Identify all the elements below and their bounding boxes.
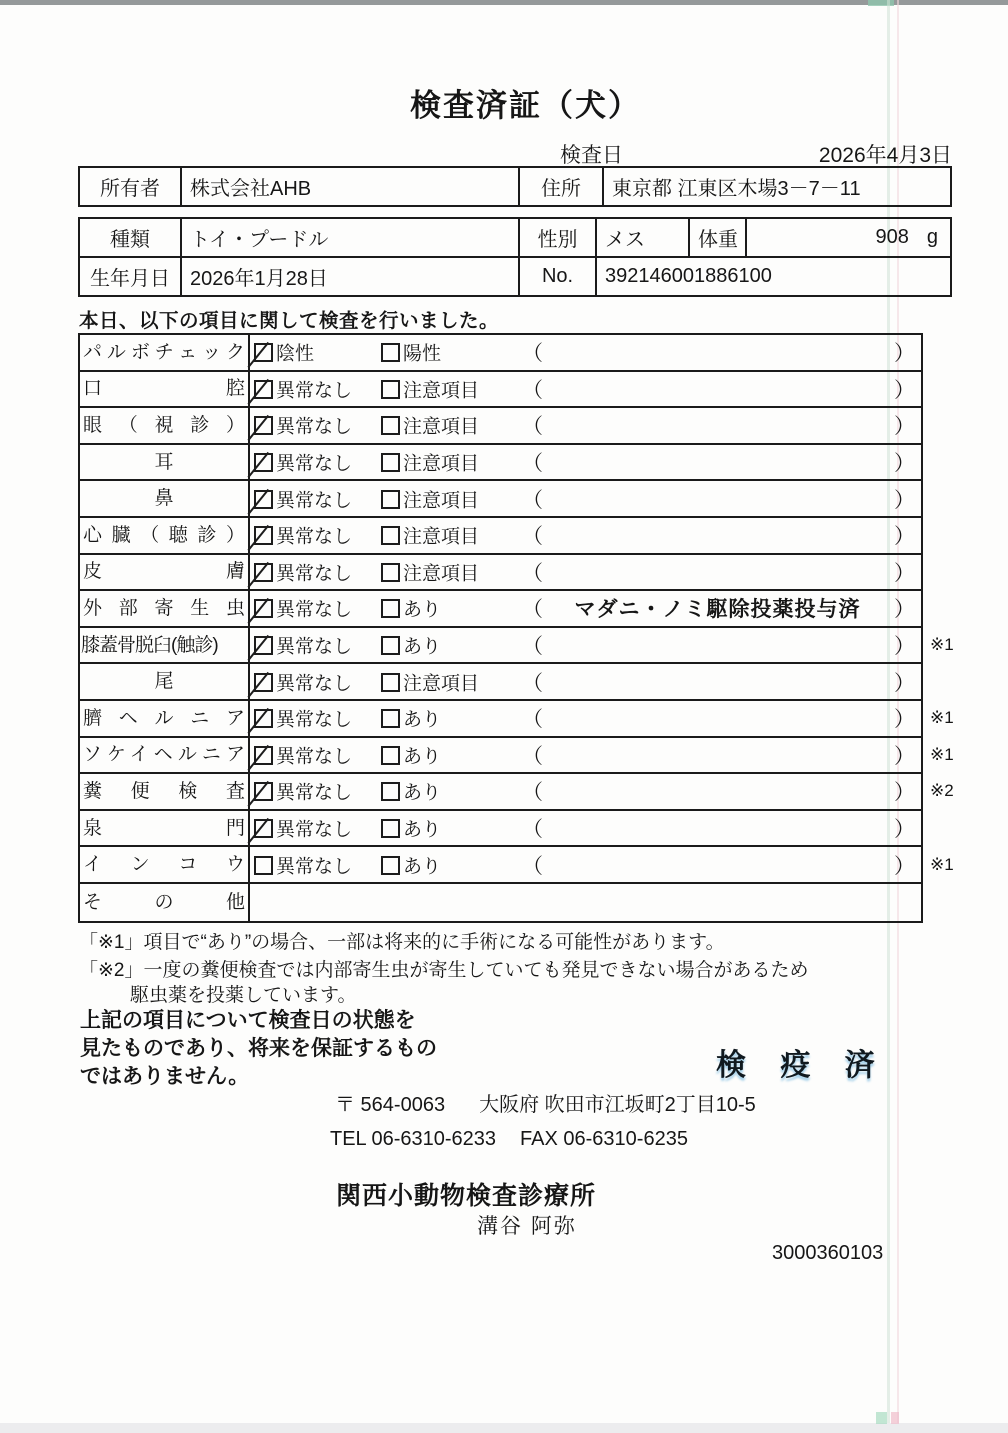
- paren-open: （: [522, 708, 543, 732]
- scan-artifact-bottom-mark-pink: [891, 1412, 899, 1424]
- checkbox-option1-icon: [254, 526, 273, 545]
- option2-label: あり: [403, 599, 442, 621]
- option2-label: あり: [403, 636, 442, 658]
- birth-row: [79, 257, 951, 296]
- disclaimer-line2: 見たものであり、将来を保証するもの: [80, 1037, 437, 1060]
- checkbox-option2-icon: [381, 526, 400, 545]
- clinic-address: 大阪府 吹田市江坂町2丁目10-5: [479, 1094, 756, 1116]
- exam-item-label: 鼻: [154, 488, 174, 510]
- exam-item-label: 口腔: [83, 378, 245, 400]
- paren-open: （: [522, 781, 543, 805]
- option1-label: 異常なし: [276, 563, 353, 585]
- disclaimer-text: [80, 1007, 437, 1091]
- option2-label: 注意項目: [403, 673, 480, 695]
- exam-item-cell: [80, 481, 250, 516]
- exam-row: [80, 664, 921, 701]
- exam-row-content: [250, 481, 921, 516]
- exam-item-cell: [80, 372, 250, 407]
- exam-row: [80, 738, 954, 775]
- exam-row: [80, 811, 921, 848]
- row-note-mark: ※1: [930, 708, 954, 728]
- scan-artifact-bottom-mark-green: [876, 1412, 887, 1424]
- weight-value: 908: [875, 226, 909, 248]
- option1-label: 異常なし: [276, 856, 353, 878]
- option1-label: 異常なし: [276, 746, 353, 768]
- exam-row-content: [250, 445, 921, 480]
- checkbox-option1-icon: [254, 416, 273, 435]
- paren-close: ）: [894, 525, 915, 549]
- paren-close: ）: [894, 708, 915, 732]
- exam-row: [80, 445, 921, 482]
- option1-label: 異常なし: [276, 709, 353, 731]
- option2-label: あり: [403, 746, 442, 768]
- exam-item-cell: [80, 445, 250, 480]
- footnote-2-line1: 「※2」一度の糞便検査では内部寄生虫が寄生していても発見できない場合があるため: [79, 960, 809, 981]
- exam-item-cell: [80, 555, 250, 590]
- exam-item-label: 泉門: [83, 817, 245, 839]
- exam-row-content: [250, 664, 921, 699]
- checkbox-option1-icon: [254, 856, 273, 875]
- paren-open: （: [522, 452, 543, 476]
- clinic-postal-code: 〒 564-0063: [335, 1094, 446, 1116]
- breed-label: 種類: [79, 218, 181, 257]
- checkbox-option1-icon: [254, 563, 273, 582]
- option1-label: 陰性: [276, 343, 315, 365]
- exam-row-content: [250, 884, 921, 921]
- exam-item-label: 臍ヘルニア: [83, 707, 245, 729]
- paren-open: （: [522, 488, 543, 512]
- clinic-name: 関西小動物検査診療所: [336, 1182, 597, 1210]
- exam-row-content: [250, 408, 921, 443]
- inspection-date-value: 2026年4月3日: [818, 144, 952, 167]
- paren-open: （: [522, 342, 543, 366]
- breed-value: トイ・プードル: [181, 218, 519, 257]
- exam-row: [80, 847, 954, 884]
- exam-row-content: [250, 811, 921, 846]
- option1-label: 異常なし: [276, 380, 353, 402]
- checkbox-option1-icon: [254, 782, 273, 801]
- checkbox-option2-icon: [381, 416, 400, 435]
- exam-item-cell: [80, 591, 250, 626]
- checkbox-option2-icon: [381, 856, 400, 875]
- option1-label: 異常なし: [276, 526, 353, 548]
- checkbox-option2-icon: [381, 709, 400, 728]
- checkbox-option2-icon: [381, 746, 400, 765]
- exam-item-cell: [80, 518, 250, 553]
- no-value: 392146001886100: [596, 257, 951, 296]
- checkbox-option1-icon: [254, 746, 273, 765]
- exam-item-cell: [80, 811, 250, 846]
- veterinarian-name: 溝谷 阿弥: [477, 1215, 577, 1238]
- exam-row-content: [250, 774, 954, 809]
- checkbox-option1-icon: [254, 673, 273, 692]
- paren-open: （: [522, 561, 543, 585]
- intro-text: 本日、以下の項目に関して検査を行いました。: [79, 310, 500, 332]
- paren-close: ）: [894, 452, 915, 476]
- paren-close: ）: [894, 598, 915, 622]
- paren-open: （: [522, 671, 543, 695]
- exam-item-label: 糞便検査: [83, 780, 245, 802]
- option1-label: 異常なし: [276, 416, 353, 438]
- paren-close: ）: [894, 342, 915, 366]
- paren-close: ）: [894, 561, 915, 585]
- owner-table: [78, 166, 952, 207]
- exam-item-cell: [80, 847, 250, 882]
- address-value: 東京都 江東区木場3－7－11: [603, 167, 951, 206]
- exam-row: [80, 408, 921, 445]
- checkbox-option1-icon: [254, 636, 273, 655]
- exam-row: [80, 372, 921, 409]
- birth-value: 2026年1月28日: [181, 257, 519, 296]
- option2-label: あり: [403, 782, 442, 804]
- exam-row-content: [250, 847, 954, 882]
- row-note-mark: ※1: [930, 635, 954, 655]
- paren-close: ）: [894, 415, 915, 439]
- checkbox-option2-icon: [381, 782, 400, 801]
- option1-label: 異常なし: [276, 673, 353, 695]
- option2-label: 注意項目: [403, 416, 480, 438]
- exam-item-cell: [80, 884, 250, 921]
- exam-item-label: 心臓（聴診）: [83, 524, 245, 546]
- option2-label: 注意項目: [403, 490, 480, 512]
- row-note-mark: ※1: [930, 744, 954, 764]
- no-label: No.: [519, 257, 596, 296]
- clinic-tel-line: [330, 1128, 688, 1151]
- exam-item-cell: [80, 701, 250, 736]
- exam-item-cell: [80, 738, 250, 773]
- option2-label: 注意項目: [403, 526, 480, 548]
- exam-item-cell: [80, 628, 250, 663]
- owner-row: [79, 167, 951, 206]
- exam-row: [80, 591, 921, 628]
- row-note-mark: ※2: [930, 781, 954, 801]
- paren-content: マダニ・ノミ駆除投薬投与済: [574, 598, 861, 622]
- option1-label: 異常なし: [276, 636, 353, 658]
- footnote-1: 「※1」項目で“あり”の場合、一部は将来的に手術になる可能性があります。: [79, 932, 725, 953]
- owner-value: 株式会社AHB: [181, 167, 519, 206]
- option2-label: 注意項目: [403, 453, 480, 475]
- option2-label: 陽性: [403, 343, 442, 365]
- exam-row: [80, 518, 921, 555]
- disclaimer-line3: ではありません。: [80, 1065, 250, 1088]
- exam-item-label: インコウ: [83, 854, 245, 876]
- exam-item-label: ソケイヘルニア: [83, 744, 245, 766]
- checkbox-option1-icon: [254, 490, 273, 509]
- checkbox-option2-icon: [381, 453, 400, 472]
- paren-open: （: [522, 525, 543, 549]
- exam-row-content: [250, 518, 921, 553]
- exam-row: [80, 884, 921, 921]
- checkbox-option1-icon: [254, 709, 273, 728]
- exam-row-content: [250, 591, 921, 626]
- option2-label: あり: [403, 856, 442, 878]
- exam-item-label: 尾: [154, 671, 174, 693]
- exam-item-label: 耳: [154, 451, 174, 473]
- paren-open: （: [522, 854, 543, 878]
- paren-close: ）: [894, 635, 915, 659]
- checkbox-option2-icon: [381, 490, 400, 509]
- exam-item-label: 外部寄生虫: [83, 597, 245, 619]
- option1-label: 異常なし: [276, 490, 353, 512]
- exam-item-label: パルボチェック: [83, 341, 245, 363]
- breed-row: [79, 218, 951, 257]
- exam-item-cell: [80, 774, 250, 809]
- exam-row-content: [250, 701, 954, 736]
- checkbox-option2-icon: [381, 819, 400, 838]
- paren-close: ）: [894, 781, 915, 805]
- owner-label: 所有者: [79, 167, 181, 206]
- disclaimer-line1: 上記の項目について検査日の状態を: [80, 1009, 416, 1032]
- exam-row-content: [250, 738, 954, 773]
- exam-row: [80, 701, 954, 738]
- clinic-tel: TEL 06-6310-6233: [330, 1128, 497, 1150]
- row-note-mark: ※1: [930, 854, 954, 874]
- exam-item-label: 皮膚: [83, 561, 245, 583]
- exam-row-content: [250, 335, 921, 370]
- exam-item-cell: [80, 408, 250, 443]
- option2-label: 注意項目: [403, 563, 480, 585]
- option2-label: あり: [403, 819, 442, 841]
- exam-row: [80, 555, 921, 592]
- exam-item-label: 眼（視診）: [83, 414, 245, 436]
- exam-item-cell: [80, 664, 250, 699]
- document-number: 3000360103: [772, 1242, 884, 1264]
- paren-close: ）: [894, 744, 915, 768]
- option1-label: 異常なし: [276, 599, 353, 621]
- exam-row: [80, 481, 921, 518]
- paren-close: ）: [894, 854, 915, 878]
- inspection-date-label: 検査日: [560, 144, 623, 167]
- paren-close: ）: [894, 818, 915, 842]
- exam-item-label: 膝蓋骨脱臼(触診): [81, 634, 218, 656]
- exam-item-cell: [80, 335, 250, 370]
- checkbox-option2-icon: [381, 599, 400, 618]
- paren-close: ）: [894, 488, 915, 512]
- checkbox-option1-icon: [254, 380, 273, 399]
- checkbox-option1-icon: [254, 819, 273, 838]
- option1-label: 異常なし: [276, 782, 353, 804]
- sex-label: 性別: [519, 218, 596, 257]
- pet-info-table: [78, 217, 952, 297]
- exam-table: [78, 333, 954, 923]
- exam-item-label: その他: [83, 891, 245, 913]
- option2-label: 注意項目: [403, 380, 480, 402]
- option1-label: 異常なし: [276, 819, 353, 841]
- exam-row: [80, 628, 954, 665]
- checkbox-option1-icon: [254, 343, 273, 362]
- checkbox-option2-icon: [381, 563, 400, 582]
- paren-open: （: [522, 378, 543, 402]
- paren-open: （: [522, 415, 543, 439]
- paren-close: ）: [894, 378, 915, 402]
- option2-label: あり: [403, 709, 442, 731]
- weight-label: 体重: [689, 218, 746, 257]
- checkbox-option1-icon: [254, 599, 273, 618]
- paren-open: （: [522, 635, 543, 659]
- checkbox-option2-icon: [381, 673, 400, 692]
- sex-value: メス: [596, 218, 689, 257]
- exam-row-content: [250, 372, 921, 407]
- scan-artifact-top-tint: [868, 0, 894, 6]
- address-label: 住所: [519, 167, 603, 206]
- clinic-fax: FAX 06-6310-6235: [520, 1128, 688, 1150]
- weight-unit: g: [926, 226, 938, 248]
- exam-row-content: [250, 628, 954, 663]
- exam-row-content: [250, 555, 921, 590]
- paren-open: （: [522, 818, 543, 842]
- checkbox-option2-icon: [381, 343, 400, 362]
- scan-artifact-top-bar: [0, 0, 1008, 5]
- clinic-postal-line: [335, 1088, 756, 1117]
- checkbox-option1-icon: [254, 453, 273, 472]
- paren-open: （: [522, 744, 543, 768]
- paren-close: ）: [894, 671, 915, 695]
- quarantine-stamp: 検 疫 済: [716, 1049, 888, 1082]
- checkbox-option2-icon: [381, 380, 400, 399]
- exam-row: [80, 335, 921, 372]
- checkbox-option2-icon: [381, 636, 400, 655]
- weight-cell: [746, 218, 951, 257]
- document-title: 検査済証（犬）: [410, 88, 641, 123]
- exam-row: [80, 774, 954, 811]
- footnote-2-line2: 駆虫薬を投薬しています。: [130, 985, 357, 1006]
- paren-open: （: [522, 598, 543, 622]
- birth-label: 生年月日: [79, 257, 181, 296]
- option1-label: 異常なし: [276, 453, 353, 475]
- scan-artifact-bottom-bar: [0, 1423, 1008, 1433]
